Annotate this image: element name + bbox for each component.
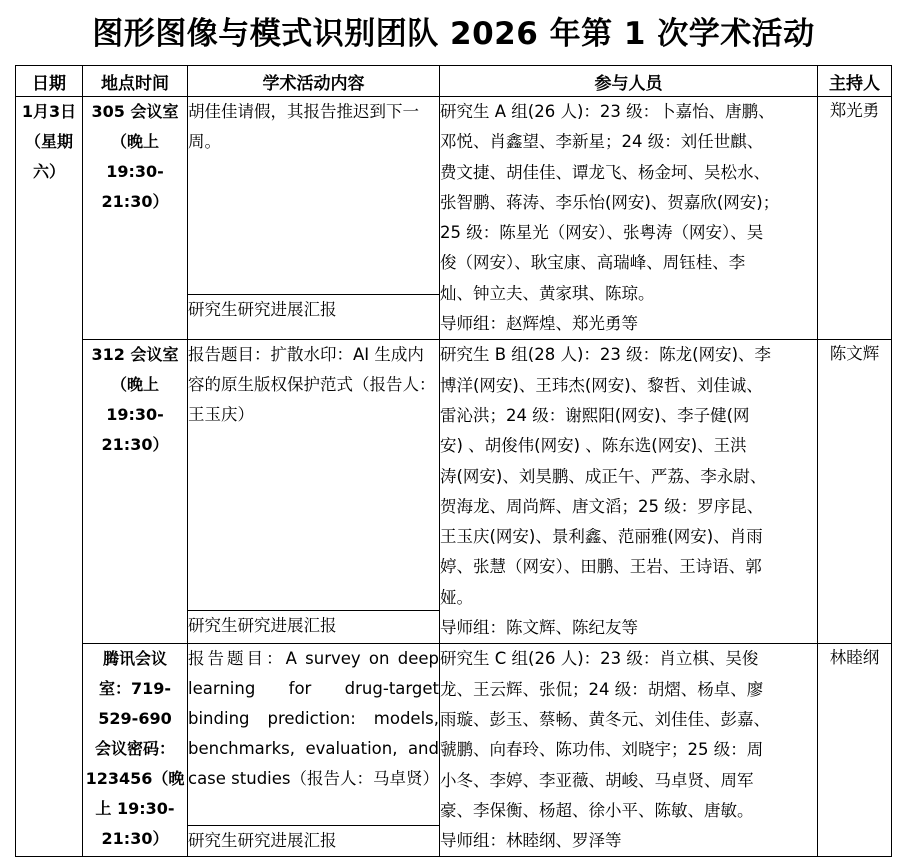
participants-cell bbox=[440, 340, 818, 644]
report-cell: 研究生研究进展汇报 bbox=[188, 610, 440, 644]
header-host: 主持人 bbox=[818, 66, 892, 97]
topic-text: 胡佳佳请假，其报告推迟到下一周。 bbox=[188, 102, 419, 151]
participant-line: 俊（网安）、耿宝康、高瑞峰、周钰桂、李 bbox=[440, 253, 746, 273]
participant-line: 研究生 C 组(26 人)：23 级：肖立棋、吴俊 bbox=[440, 649, 759, 669]
participant-line: 25 级：陈星光（网安）、张粤涛（网安）、吴 bbox=[440, 223, 764, 243]
participant-line: 博洋(网安)、王玮杰(网安)、黎哲、刘佳诚、 bbox=[440, 375, 763, 395]
header-participants: 参与人员 bbox=[440, 66, 818, 97]
report-cell: 研究生研究进展汇报 bbox=[188, 825, 440, 857]
participant-line: 涛(网安)、刘昊鹏、成正午、严荔、李永尉、 bbox=[440, 466, 767, 486]
participant-line: 雨璇、彭玉、蔡畅、黄冬元、刘佳佳、彭嘉、 bbox=[440, 709, 770, 729]
participant-line: 费文捷、胡佳佳、谭龙飞、杨金坷、吴松水、 bbox=[440, 162, 770, 182]
participant-line: 安) 、胡俊伟(网安) 、陈东选(网安)、王洪 bbox=[440, 436, 747, 456]
participant-line: 虢鹏、向春玲、陈功伟、刘晓宇；25 级：周 bbox=[440, 740, 764, 760]
host-cell: 郑光勇 bbox=[818, 97, 892, 340]
topic-cell bbox=[188, 340, 440, 610]
advisor-line: 导师组：林睦纲、罗泽等 bbox=[440, 831, 622, 851]
place-line: 312 会议室 bbox=[91, 345, 179, 365]
advisor-line: 导师组：赵辉煌、郑光勇等 bbox=[440, 314, 638, 334]
participant-line: 灿、钟立夫、黄家琪、陈琼。 bbox=[440, 283, 655, 303]
participant-line: 龙、王云辉、张侃；24 级：胡熠、杨卓、廖 bbox=[440, 679, 764, 699]
topic-cell bbox=[188, 644, 440, 825]
participant-line: 贺海龙、周尚辉、唐文滔；25 级：罗序昆、 bbox=[440, 496, 764, 516]
topic-text: 报告题目：扩散水印：AI 生成内容的原生版权保护范式（报告人：王玉庆） bbox=[188, 345, 436, 425]
date-cell: 1月3日（星期六） bbox=[16, 97, 83, 857]
header-content: 学术活动内容 bbox=[188, 66, 440, 97]
table-header-row bbox=[16, 66, 892, 97]
participant-line: 豪、李保衡、杨超、徐小平、陈敏、唐敏。 bbox=[440, 800, 754, 820]
header-date: 日期 bbox=[16, 66, 83, 97]
participants-cell bbox=[440, 644, 818, 857]
participant-line: 婷、张慧（网安）、田鹏、王岩、王诗语、郭 bbox=[440, 557, 762, 577]
host-cell: 陈文辉 bbox=[818, 340, 892, 644]
place-line: 21:30） bbox=[101, 192, 169, 211]
place-time-cell bbox=[83, 97, 188, 340]
participants-cell bbox=[440, 97, 818, 340]
place-line: 上 19:30- bbox=[95, 799, 175, 819]
place-line: 会议密码： bbox=[94, 739, 175, 759]
session-row bbox=[16, 97, 892, 295]
place-line: 21:30） bbox=[101, 829, 169, 849]
advisor-line: 导师组：陈文辉、陈纪友等 bbox=[440, 618, 638, 638]
place-line: 529-690 bbox=[98, 709, 172, 729]
participant-line: 邓悦、肖鑫望、李新星；24 级：刘任世麒、 bbox=[440, 132, 764, 152]
place-line: 腾讯会议 bbox=[102, 649, 167, 669]
report-cell: 研究生研究进展汇报 bbox=[188, 294, 440, 340]
place-time-cell bbox=[83, 644, 188, 857]
topic-cell bbox=[188, 97, 440, 295]
participant-line: 研究生 B 组(28 人)：23 级：陈龙(网安)、李 bbox=[440, 345, 772, 365]
place-line: 19:30- bbox=[106, 162, 164, 181]
topic-text: 报告题目：A survey on deep learning for drug-target binding prediction: models, benchmarks, evaluation, and case studies（报告人：马卓贤） bbox=[188, 649, 440, 789]
place-time-cell bbox=[83, 340, 188, 644]
place-line: 21:30） bbox=[101, 435, 169, 455]
participant-line: 研究生 A 组(26 人)：23 级：卜嘉怡、唐鹏、 bbox=[440, 102, 775, 121]
page-title: 图形图像与模式识别团队 2026 年第 1 次学术活动 bbox=[92, 16, 815, 52]
place-line: 123456（晚 bbox=[85, 769, 185, 789]
session-row bbox=[16, 340, 892, 610]
participant-line: 王玉庆(网安)、景利鑫、范丽雅(网安)、肖雨 bbox=[440, 527, 763, 547]
schedule-table bbox=[15, 65, 892, 857]
header-place-time: 地点时间 bbox=[83, 66, 188, 97]
place-line: （晚上 bbox=[110, 375, 159, 395]
host-cell: 林睦纲 bbox=[818, 644, 892, 857]
session-row bbox=[16, 644, 892, 825]
place-line: 室：719- bbox=[98, 679, 172, 699]
participant-line: 小冬、李婷、李亚薇、胡峻、马卓贤、周军 bbox=[440, 770, 754, 790]
place-line: 19:30- bbox=[106, 405, 164, 425]
participant-line: 雷沁洪；24 级：谢熙阳(网安)、李子健(网 bbox=[440, 405, 750, 425]
participant-line: 娅。 bbox=[440, 587, 473, 607]
participant-line: 张智鹏、蒋涛、李乐怡(网安)、贺嘉欣(网安)； bbox=[440, 192, 780, 212]
place-line: （晚上 bbox=[110, 132, 159, 151]
place-line: 305 会议室 bbox=[91, 102, 179, 121]
